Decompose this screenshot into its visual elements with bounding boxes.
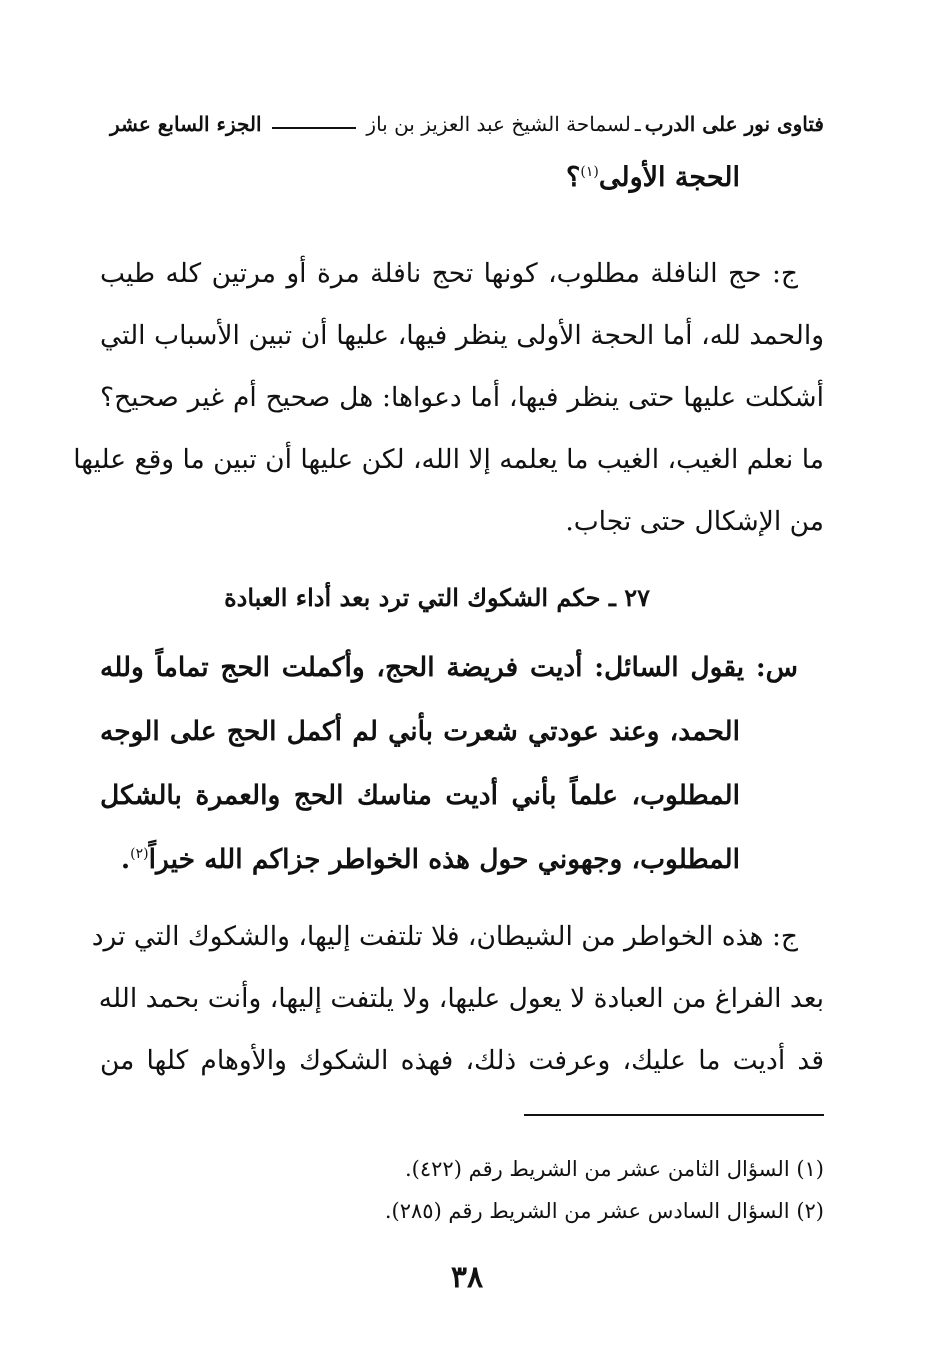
footnotes — [385, 1148, 824, 1232]
header-volume: الجزء السابع عشر — [110, 112, 262, 136]
answer2-line-1: ج: هذه الخواطر من الشيطان، فلا تلتفت إليها، والشكوك التي ترد — [91, 921, 798, 952]
header-rule — [272, 127, 357, 129]
answer-paragraph-1 — [73, 243, 824, 553]
question-line-1: س: يقول السائل: أديت فريضة الحج، وأكملت الحج تماماً ولله — [100, 652, 798, 683]
footnote-separator — [524, 1114, 824, 1116]
answer1-line-1: ج: حج النافلة مطلوب، كونها تحج نافلة مرة أو مرتين كله طيب — [100, 258, 798, 289]
question-line-2: الحمد، وعند عودتي شعرت بأني لم أكمل الحج على الوجه — [100, 716, 740, 747]
answer1-line-4: ما نعلم الغيب، الغيب ما يعلمه إلا الله، لكن عليها أن تبين ما وقع عليها — [73, 444, 824, 475]
section-heading: ٢٧ ـ حكم الشكوك التي ترد بعد أداء العبادة — [224, 583, 650, 612]
footnote-2: (٢) السؤال السادس عشر من الشريط رقم (٢٨٥). — [384, 1199, 824, 1223]
question-line-4: المطلوب، وجهوني حول هذه الخواطر جزاكم الله خيراً$^{(٢)}$. — [120, 844, 740, 875]
answer1-line-2: والحمد لله، أما الحجة الأولى ينظر فيها، عليها أن تبين الأسباب التي — [100, 320, 824, 351]
question-paragraph — [100, 636, 824, 892]
question-line-3: المطلوب، علماً بأني أديت مناسك الحج والعمرة بالشكل — [100, 780, 740, 811]
question-mark: ؟ — [566, 162, 581, 193]
answer1-line-3: أشكلت عليها حتى ينظر فيها، أما دعواها: هل صحيح أم غير صحيح؟ — [100, 382, 824, 413]
footnote-ref-2: (٢) — [130, 846, 149, 863]
footnote-1: (١) السؤال الثامن عشر من الشريط رقم (٤٢٢). — [405, 1157, 824, 1181]
answer2-line-2: بعد الفراغ من العبادة لا يعول عليها، ولا يلتفت إليها، وأنت بحمد الله — [98, 983, 824, 1014]
answer-paragraph-2 — [91, 906, 824, 1092]
running-header — [110, 104, 824, 144]
answer1-line-5: من الإشكال حتى تجاب. — [565, 506, 824, 537]
continued-question-line — [566, 162, 740, 193]
header-book-title: فتاوى نور على الدرب — [644, 112, 824, 136]
header-author: لسماحة الشيخ عبد العزيز بن باز — [366, 112, 631, 136]
footnote-ref-1: (١) — [580, 164, 599, 180]
continued-question-text: الحجة الأولى — [598, 162, 740, 193]
answer2-line-3: قد أديت ما عليك، وعرفت ذلك، فهذه الشكوك والأوهام كلها من — [100, 1045, 824, 1076]
header-dash: ـ — [634, 112, 641, 136]
page-number: ٣٨ — [450, 1260, 484, 1295]
